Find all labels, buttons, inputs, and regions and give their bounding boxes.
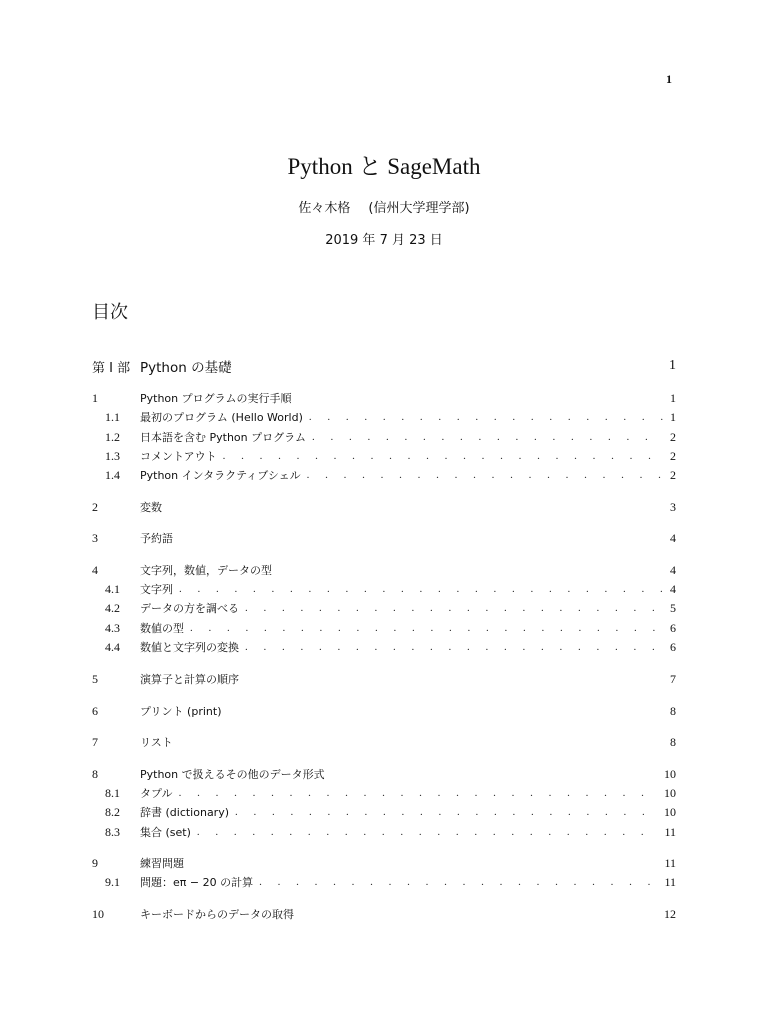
toc-entry-number: 4.4 [105,639,120,654]
document-date: 2019 年 7 月 23 日 [325,233,443,248]
toc-entry-page: 10 [664,785,676,800]
toc-section-entry[interactable] [92,905,676,923]
toc-subsection-entry[interactable] [92,873,676,891]
toc-subsection-entry[interactable] [92,447,676,465]
toc-entry-title: キーボードからのデータの取得 [140,908,294,921]
toc-entry-number: 1.4 [105,467,120,482]
toc-leader-dots [309,411,664,423]
toc-heading: 目次 [92,302,128,323]
toc-leader-dots [245,602,664,614]
toc-leader-dots [223,450,664,462]
page-number: 1 [666,72,672,86]
toc-entry-title: Python インタラクティブシェル [140,469,301,482]
toc-entry-title: Python の基礎 [140,360,232,376]
toc-entry-number: 9 [92,855,98,870]
toc-entry-number: 6 [92,703,98,718]
toc-section-entry[interactable] [92,561,676,579]
toc-entry-page: 1 [669,358,676,373]
toc-leader-dots [190,622,664,634]
toc-subsection-entry[interactable] [92,599,676,617]
toc-entry-page: 2 [670,429,676,444]
toc-entry-page: 11 [664,874,676,889]
toc-entry-number: 8.1 [105,785,120,800]
toc-entry-number: 2 [92,499,98,514]
toc-leader-dots [245,641,664,653]
toc-section-entry[interactable] [92,854,676,872]
toc-leader-dots [259,876,658,888]
toc-entry-page: 1 [670,409,676,424]
toc-entry-title: 最初のプログラム (Hello World) [140,411,303,424]
toc-subsection-entry[interactable] [92,803,676,821]
toc-subsection-entry[interactable] [92,638,676,656]
toc-entry-title: 数値の型 [140,622,184,635]
toc-entry-title: データの方を調べる [140,602,239,615]
toc-subsection-entry[interactable] [92,408,676,426]
toc-entry-number: 3 [92,530,98,545]
toc-entry-title: 文字列，数値，データの型 [140,564,272,577]
toc-entry-title: 変数 [140,501,162,514]
toc-entry-page: 2 [670,467,676,482]
toc-entry-title: リスト [140,736,173,749]
toc-entry-page: 12 [664,906,676,921]
toc-section-entry[interactable] [92,529,676,547]
toc-entry-page: 4 [670,581,676,596]
toc-entry-page: 1 [670,390,676,405]
toc-entry-title: 演算子と計算の順序 [140,673,239,686]
toc-leader-dots [307,469,664,481]
toc-entry-title: Python プログラムの実行手順 [140,392,292,405]
toc-entry-page: 5 [670,600,676,615]
toc-entry-number: 7 [92,734,98,749]
toc-entry-title: 練習問題 [140,857,184,870]
toc-section-entry[interactable] [92,702,676,720]
toc-entry-page: 6 [670,639,676,654]
toc-entry-title: 日本語を含む Python プログラム [140,431,307,444]
toc-section-entry[interactable] [92,670,676,688]
toc-entry-number: 1.2 [105,429,120,444]
toc-entry-page: 7 [670,671,676,686]
toc-entry-number: 4 [92,562,98,577]
toc-subsection-entry[interactable] [92,428,676,446]
toc-section-entry[interactable] [92,733,676,751]
toc-leader-dots [197,826,659,838]
toc-entry-number: 4.1 [105,581,120,596]
toc-entry-title: 予約語 [140,532,173,545]
author-name: 佐々木格 [298,201,351,216]
toc-entry-number: 8.2 [105,804,120,819]
toc-part-entry[interactable] [92,357,676,375]
toc-entry-page: 3 [670,499,676,514]
toc-subsection-entry[interactable] [92,784,676,802]
toc-entry-title: プリント (print) [140,705,222,718]
toc-entry-page: 8 [670,734,676,749]
toc-leader-dots [235,806,658,818]
toc-entry-number: 1.1 [105,409,120,424]
toc-subsection-entry[interactable] [92,619,676,637]
toc-entry-page: 11 [664,855,676,870]
toc-entry-number: 8 [92,766,98,781]
toc-entry-page: 10 [664,804,676,819]
toc-entry-number: 5 [92,671,98,686]
toc-subsection-entry[interactable] [92,580,676,598]
toc-entry-title: Python で扱えるその他のデータ形式 [140,768,325,781]
toc-entry-title: 文字列 [140,583,173,596]
toc-entry-page: 10 [664,766,676,781]
toc-entry-page: 8 [670,703,676,718]
toc-section-entry[interactable] [92,498,676,516]
author-affiliation: (信州大学理学部) [368,201,470,216]
toc-entry-title: 集合 (set) [140,826,191,839]
author-line [0,197,768,216]
toc-entry-number: 4.3 [105,620,120,635]
toc-entry-number: 8.3 [105,824,120,839]
toc-entry-number: 10 [92,906,104,921]
toc-subsection-entry[interactable] [92,466,676,484]
toc-entry-number: 1.3 [105,448,120,463]
toc-entry-title: コメントアウト [140,450,217,463]
toc-leader-dots [179,583,664,595]
toc-entry-title: 数値と文字列の変換 [140,641,239,654]
toc-entry-page: 2 [670,448,676,463]
toc-entry-page: 11 [664,824,676,839]
toc-leader-dots [179,787,658,799]
toc-entry-number: 1 [92,390,98,405]
toc-entry-title: タプル [140,787,173,800]
toc-entry-number: 4.2 [105,600,120,615]
toc-entry-page: 4 [670,530,676,545]
toc-entry-title: 問題：eπ − 20 の計算 [140,876,254,889]
toc-section-entry[interactable] [92,765,676,783]
toc-leader-dots [312,431,664,443]
toc-entry-number: 第 I 部 [92,360,131,376]
toc-section-entry[interactable] [92,389,676,407]
toc-entry-title: 辞書 (dictionary) [140,806,230,819]
toc-entry-number: 9.1 [105,874,120,889]
toc-entry-page: 6 [670,620,676,635]
document-title: Python と SageMath [287,154,481,179]
toc-subsection-entry[interactable] [92,823,676,841]
toc-entry-page: 4 [670,562,676,577]
